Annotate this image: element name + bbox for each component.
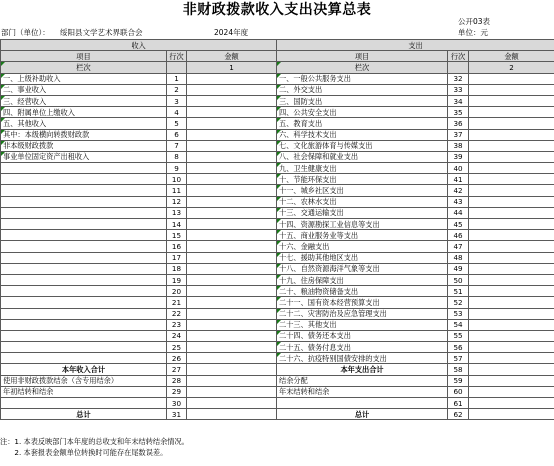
table-row bbox=[1, 174, 554, 185]
expense-summary-line-no-cell: 62 bbox=[448, 409, 469, 420]
summary-row bbox=[1, 364, 554, 375]
income-summary-line-no-cell: 29 bbox=[167, 386, 187, 397]
income-item-cell bbox=[1, 185, 167, 196]
income-summary-line-no-cell: 28 bbox=[167, 375, 187, 386]
expense-item-cell: 六、科学技术支出 bbox=[277, 129, 448, 140]
expense-item-cell: 十二、农林水支出 bbox=[277, 196, 448, 207]
income-amount-cell bbox=[187, 241, 277, 252]
expense-line-no-cell: 45 bbox=[448, 219, 469, 230]
table-row bbox=[1, 129, 554, 140]
expense-item-cell: 十三、交通运输支出 bbox=[277, 207, 448, 218]
summary-row bbox=[1, 398, 554, 409]
expense-line-no-cell: 34 bbox=[448, 95, 469, 106]
income-item-cell bbox=[1, 274, 167, 285]
income-line-no-cell: 23 bbox=[167, 319, 187, 330]
expense-line-no-cell: 43 bbox=[448, 196, 469, 207]
table-row bbox=[1, 297, 554, 308]
expense-line-no-cell: 49 bbox=[448, 263, 469, 274]
table-row bbox=[1, 252, 554, 263]
table-row bbox=[1, 163, 554, 174]
income-line-no-cell: 13 bbox=[167, 207, 187, 218]
income-amount-cell bbox=[187, 129, 277, 140]
income-amount-cell bbox=[187, 274, 277, 285]
expense-summary-line-no-cell: 61 bbox=[448, 398, 469, 409]
table-row bbox=[1, 84, 554, 95]
expense-item-cell: 三、国防支出 bbox=[277, 95, 448, 106]
income-line-no-cell: 3 bbox=[167, 95, 187, 106]
table-row bbox=[1, 330, 554, 341]
income-item-cell: 事业单位固定资产出租收入 bbox=[1, 151, 167, 162]
expense-amount-header: 金额 bbox=[469, 51, 554, 62]
income-item-cell bbox=[1, 219, 167, 230]
column-number-row bbox=[1, 62, 554, 73]
expense-summary-line-no-cell: 60 bbox=[448, 386, 469, 397]
income-line-no-cell: 25 bbox=[167, 342, 187, 353]
income-line-no-cell: 17 bbox=[167, 252, 187, 263]
expense-summary-amount-cell bbox=[469, 398, 554, 409]
income-line-no-cell: 15 bbox=[167, 230, 187, 241]
income-column-label: 栏次 bbox=[1, 62, 167, 73]
income-amount-cell bbox=[187, 196, 277, 207]
report-year: 2024年度 bbox=[214, 28, 249, 37]
income-item-cell bbox=[1, 252, 167, 263]
income-item-cell bbox=[1, 263, 167, 274]
income-line-no-cell: 4 bbox=[167, 107, 187, 118]
income-line-no-cell: 2 bbox=[167, 84, 187, 95]
income-amount-cell bbox=[187, 163, 277, 174]
income-line-no-header: 行次 bbox=[167, 51, 187, 62]
expense-amount-cell bbox=[469, 286, 554, 297]
expense-item-cell: 九、卫生健康支出 bbox=[277, 163, 448, 174]
expense-section-header: 支出 bbox=[277, 40, 554, 51]
expense-item-cell: 二十六、抗疫特别国债安排的支出 bbox=[277, 353, 448, 364]
table-row bbox=[1, 342, 554, 353]
expense-amount-cell bbox=[469, 219, 554, 230]
footnote-2: 2. 本套报表金额单位转换时可能存在尾数误差。 bbox=[0, 447, 168, 457]
income-amount-cell bbox=[187, 297, 277, 308]
expense-line-no-cell: 37 bbox=[448, 129, 469, 140]
expense-column-label: 栏次 bbox=[277, 62, 448, 73]
expense-amount-cell bbox=[469, 107, 554, 118]
income-item-cell bbox=[1, 286, 167, 297]
expense-item-cell: 二十二、灾害防治及应急管理支出 bbox=[277, 308, 448, 319]
summary-row bbox=[1, 375, 554, 386]
income-summary-line-no-cell: 30 bbox=[167, 398, 187, 409]
expense-summary-amount-cell bbox=[469, 364, 554, 375]
income-item-cell: 非本级财政拨款 bbox=[1, 140, 167, 151]
income-summary-item-cell: 使用非财政拨款结余（含专用结余） bbox=[1, 375, 167, 386]
income-item-cell: 四、附属单位上缴收入 bbox=[1, 107, 167, 118]
expense-item-cell: 十五、商业服务业等支出 bbox=[277, 230, 448, 241]
currency-unit: 单位：元 bbox=[458, 28, 488, 37]
income-amount-cell bbox=[187, 185, 277, 196]
expense-item-cell: 二、外交支出 bbox=[277, 84, 448, 95]
income-item-cell bbox=[1, 163, 167, 174]
table-row bbox=[1, 185, 554, 196]
expense-line-no-cell: 39 bbox=[448, 151, 469, 162]
income-item-cell: 其中：本级横向转拨财政款 bbox=[1, 129, 167, 140]
expense-line-no-cell: 53 bbox=[448, 308, 469, 319]
expense-line-no-cell: 42 bbox=[448, 185, 469, 196]
expense-amount-cell bbox=[469, 207, 554, 218]
income-amount-cell bbox=[187, 286, 277, 297]
table-row bbox=[1, 263, 554, 274]
expense-item-cell: 十四、资源勘探工业信息等支出 bbox=[277, 219, 448, 230]
income-line-no-cell: 16 bbox=[167, 241, 187, 252]
table-row bbox=[1, 241, 554, 252]
expense-amount-cell bbox=[469, 174, 554, 185]
expense-summary-amount-cell bbox=[469, 386, 554, 397]
expense-line-no-cell: 38 bbox=[448, 140, 469, 151]
income-line-no-cell: 10 bbox=[167, 174, 187, 185]
income-amount-cell bbox=[187, 95, 277, 106]
income-summary-item-cell: 本年收入合计 bbox=[1, 364, 167, 375]
income-summary-line-no-cell: 27 bbox=[167, 364, 187, 375]
income-line-no-cell: 26 bbox=[167, 353, 187, 364]
income-line-no-cell: 1 bbox=[167, 73, 187, 84]
income-line-no-cell: 11 bbox=[167, 185, 187, 196]
income-amount-cell bbox=[187, 342, 277, 353]
expense-line-no-cell: 51 bbox=[448, 286, 469, 297]
income-amount-cell bbox=[187, 263, 277, 274]
income-amount-cell bbox=[187, 151, 277, 162]
expense-line-no-cell: 40 bbox=[448, 163, 469, 174]
table-row bbox=[1, 118, 554, 129]
expense-amount-cell bbox=[469, 319, 554, 330]
income-item-cell: 三、经营收入 bbox=[1, 95, 167, 106]
income-item-cell bbox=[1, 241, 167, 252]
expense-amount-cell bbox=[469, 73, 554, 84]
table-row bbox=[1, 353, 554, 364]
expense-item-cell: 十八、自然资源海洋气象等支出 bbox=[277, 263, 448, 274]
expense-column-number: 2 bbox=[469, 62, 554, 73]
table-row bbox=[1, 308, 554, 319]
expense-item-cell: 二十一、国有资本经营预算支出 bbox=[277, 297, 448, 308]
expense-line-no-cell: 36 bbox=[448, 118, 469, 129]
expense-amount-cell bbox=[469, 95, 554, 106]
form-code: 公开03表 bbox=[458, 17, 491, 26]
table-row bbox=[1, 286, 554, 297]
expense-item-cell: 四、公共安全支出 bbox=[277, 107, 448, 118]
section-header-row bbox=[1, 40, 554, 51]
expense-amount-cell bbox=[469, 342, 554, 353]
table-row bbox=[1, 107, 554, 118]
expense-item-cell: 五、教育支出 bbox=[277, 118, 448, 129]
income-amount-cell bbox=[187, 140, 277, 151]
income-item-cell bbox=[1, 230, 167, 241]
expense-amount-cell bbox=[469, 230, 554, 241]
income-amount-cell bbox=[187, 252, 277, 263]
expense-item-cell: 八、社会保障和就业支出 bbox=[277, 151, 448, 162]
expense-summary-line-no-cell: 59 bbox=[448, 375, 469, 386]
expense-summary-item-cell: 总计 bbox=[277, 409, 448, 420]
expense-line-no-cell: 55 bbox=[448, 330, 469, 341]
income-summary-item-cell: 年初结转和结余 bbox=[1, 386, 167, 397]
summary-row bbox=[1, 386, 554, 397]
expense-line-no-cell: 48 bbox=[448, 252, 469, 263]
expense-item-cell: 一、一般公共服务支出 bbox=[277, 73, 448, 84]
income-line-no-cell: 6 bbox=[167, 129, 187, 140]
expense-summary-amount-cell bbox=[469, 409, 554, 420]
income-amount-cell bbox=[187, 207, 277, 218]
expense-summary-amount-cell bbox=[469, 375, 554, 386]
income-item-cell: 一、上级补助收入 bbox=[1, 73, 167, 84]
table-row bbox=[1, 319, 554, 330]
expense-amount-cell bbox=[469, 129, 554, 140]
table-row bbox=[1, 196, 554, 207]
expense-line-no-cell: 56 bbox=[448, 342, 469, 353]
income-summary-amount-cell bbox=[187, 375, 277, 386]
income-summary-amount-cell bbox=[187, 364, 277, 375]
income-item-header: 项目 bbox=[1, 51, 167, 62]
income-item-cell: 五、其他收入 bbox=[1, 118, 167, 129]
income-column-blank bbox=[167, 62, 187, 73]
expense-amount-cell bbox=[469, 252, 554, 263]
income-item-cell bbox=[1, 353, 167, 364]
income-item-cell bbox=[1, 174, 167, 185]
table-row bbox=[1, 230, 554, 241]
expense-line-no-cell: 41 bbox=[448, 174, 469, 185]
expense-item-header: 项目 bbox=[277, 51, 448, 62]
expense-item-cell: 十九、住房保障支出 bbox=[277, 274, 448, 285]
report-title: 非财政拨款收入支出决算总表 bbox=[182, 2, 372, 18]
income-summary-amount-cell bbox=[187, 386, 277, 397]
expense-item-cell: 七、文化旅游体育与传媒支出 bbox=[277, 140, 448, 151]
income-item-cell bbox=[1, 330, 167, 341]
expense-amount-cell bbox=[469, 297, 554, 308]
expense-summary-item-cell bbox=[277, 398, 448, 409]
expense-line-no-cell: 35 bbox=[448, 107, 469, 118]
expense-amount-cell bbox=[469, 308, 554, 319]
footnote-1: 注：1. 本表反映部门本年度的总收支和年末结转结余情况。 bbox=[0, 437, 189, 446]
expense-amount-cell bbox=[469, 196, 554, 207]
expense-line-no-cell: 32 bbox=[448, 73, 469, 84]
expense-line-no-cell: 33 bbox=[448, 84, 469, 95]
expense-item-cell: 二十三、其他支出 bbox=[277, 319, 448, 330]
income-amount-header: 金额 bbox=[187, 51, 277, 62]
income-summary-item-cell: 总计 bbox=[1, 409, 167, 420]
expense-item-cell: 二十、粮油物资储备支出 bbox=[277, 286, 448, 297]
income-line-no-cell: 22 bbox=[167, 308, 187, 319]
expense-summary-item-cell: 年末结转和结余 bbox=[277, 386, 448, 397]
income-amount-cell bbox=[187, 73, 277, 84]
footnotes bbox=[0, 437, 189, 458]
expense-amount-cell bbox=[469, 353, 554, 364]
expense-column-blank bbox=[448, 62, 469, 73]
income-summary-amount-cell bbox=[187, 398, 277, 409]
expense-line-no-cell: 46 bbox=[448, 230, 469, 241]
expense-item-cell: 十七、援助其他地区支出 bbox=[277, 252, 448, 263]
income-amount-cell bbox=[187, 319, 277, 330]
income-section-header: 收入 bbox=[1, 40, 277, 51]
income-amount-cell bbox=[187, 308, 277, 319]
expense-summary-item-cell: 本年支出合计 bbox=[277, 364, 448, 375]
income-amount-cell bbox=[187, 330, 277, 341]
expense-line-no-cell: 44 bbox=[448, 207, 469, 218]
income-amount-cell bbox=[187, 84, 277, 95]
income-item-cell bbox=[1, 342, 167, 353]
income-item-cell: 二、事业收入 bbox=[1, 84, 167, 95]
income-summary-item-cell bbox=[1, 398, 167, 409]
income-column-number: 1 bbox=[187, 62, 277, 73]
expense-amount-cell bbox=[469, 84, 554, 95]
expense-amount-cell bbox=[469, 163, 554, 174]
expense-line-no-cell: 50 bbox=[448, 274, 469, 285]
table-row bbox=[1, 207, 554, 218]
income-line-no-cell: 9 bbox=[167, 163, 187, 174]
income-amount-cell bbox=[187, 107, 277, 118]
income-amount-cell bbox=[187, 118, 277, 129]
expense-amount-cell bbox=[469, 118, 554, 129]
income-item-cell bbox=[1, 207, 167, 218]
income-expense-table bbox=[0, 39, 554, 420]
income-summary-amount-cell bbox=[187, 409, 277, 420]
expense-amount-cell bbox=[469, 151, 554, 162]
income-amount-cell bbox=[187, 219, 277, 230]
expense-line-no-cell: 52 bbox=[448, 297, 469, 308]
department-name: 绥阳县文学艺术界联合会 bbox=[60, 28, 143, 37]
income-item-cell bbox=[1, 196, 167, 207]
income-item-cell bbox=[1, 319, 167, 330]
expense-line-no-cell: 54 bbox=[448, 319, 469, 330]
expense-item-cell: 二十四、债务还本支出 bbox=[277, 330, 448, 341]
expense-item-cell: 十一、城乡社区支出 bbox=[277, 185, 448, 196]
expense-item-cell: 十六、金融支出 bbox=[277, 241, 448, 252]
expense-amount-cell bbox=[469, 274, 554, 285]
expense-amount-cell bbox=[469, 185, 554, 196]
income-amount-cell bbox=[187, 174, 277, 185]
income-line-no-cell: 14 bbox=[167, 219, 187, 230]
expense-amount-cell bbox=[469, 330, 554, 341]
income-line-no-cell: 24 bbox=[167, 330, 187, 341]
table-row bbox=[1, 274, 554, 285]
income-summary-line-no-cell: 31 bbox=[167, 409, 187, 420]
income-line-no-cell: 19 bbox=[167, 274, 187, 285]
table-row bbox=[1, 151, 554, 162]
expense-line-no-header: 行次 bbox=[448, 51, 469, 62]
income-amount-cell bbox=[187, 353, 277, 364]
income-amount-cell bbox=[187, 230, 277, 241]
summary-row bbox=[1, 409, 554, 420]
income-line-no-cell: 5 bbox=[167, 118, 187, 129]
income-line-no-cell: 18 bbox=[167, 263, 187, 274]
expense-line-no-cell: 47 bbox=[448, 241, 469, 252]
income-line-no-cell: 8 bbox=[167, 151, 187, 162]
expense-summary-item-cell: 结余分配 bbox=[277, 375, 448, 386]
income-line-no-cell: 12 bbox=[167, 196, 187, 207]
table-row bbox=[1, 140, 554, 151]
income-line-no-cell: 20 bbox=[167, 286, 187, 297]
expense-line-no-cell: 57 bbox=[448, 353, 469, 364]
expense-amount-cell bbox=[469, 263, 554, 274]
table-row bbox=[1, 219, 554, 230]
expense-amount-cell bbox=[469, 140, 554, 151]
expense-item-cell: 十、节能环保支出 bbox=[277, 174, 448, 185]
department-label: 部门（单位）： bbox=[1, 28, 50, 37]
table-row bbox=[1, 73, 554, 84]
income-item-cell bbox=[1, 308, 167, 319]
expense-amount-cell bbox=[469, 241, 554, 252]
income-line-no-cell: 21 bbox=[167, 297, 187, 308]
income-item-cell bbox=[1, 297, 167, 308]
column-header-row bbox=[1, 51, 554, 62]
table-row bbox=[1, 95, 554, 106]
expense-item-cell: 二十五、债务付息支出 bbox=[277, 342, 448, 353]
income-line-no-cell: 7 bbox=[167, 140, 187, 151]
expense-summary-line-no-cell: 58 bbox=[448, 364, 469, 375]
